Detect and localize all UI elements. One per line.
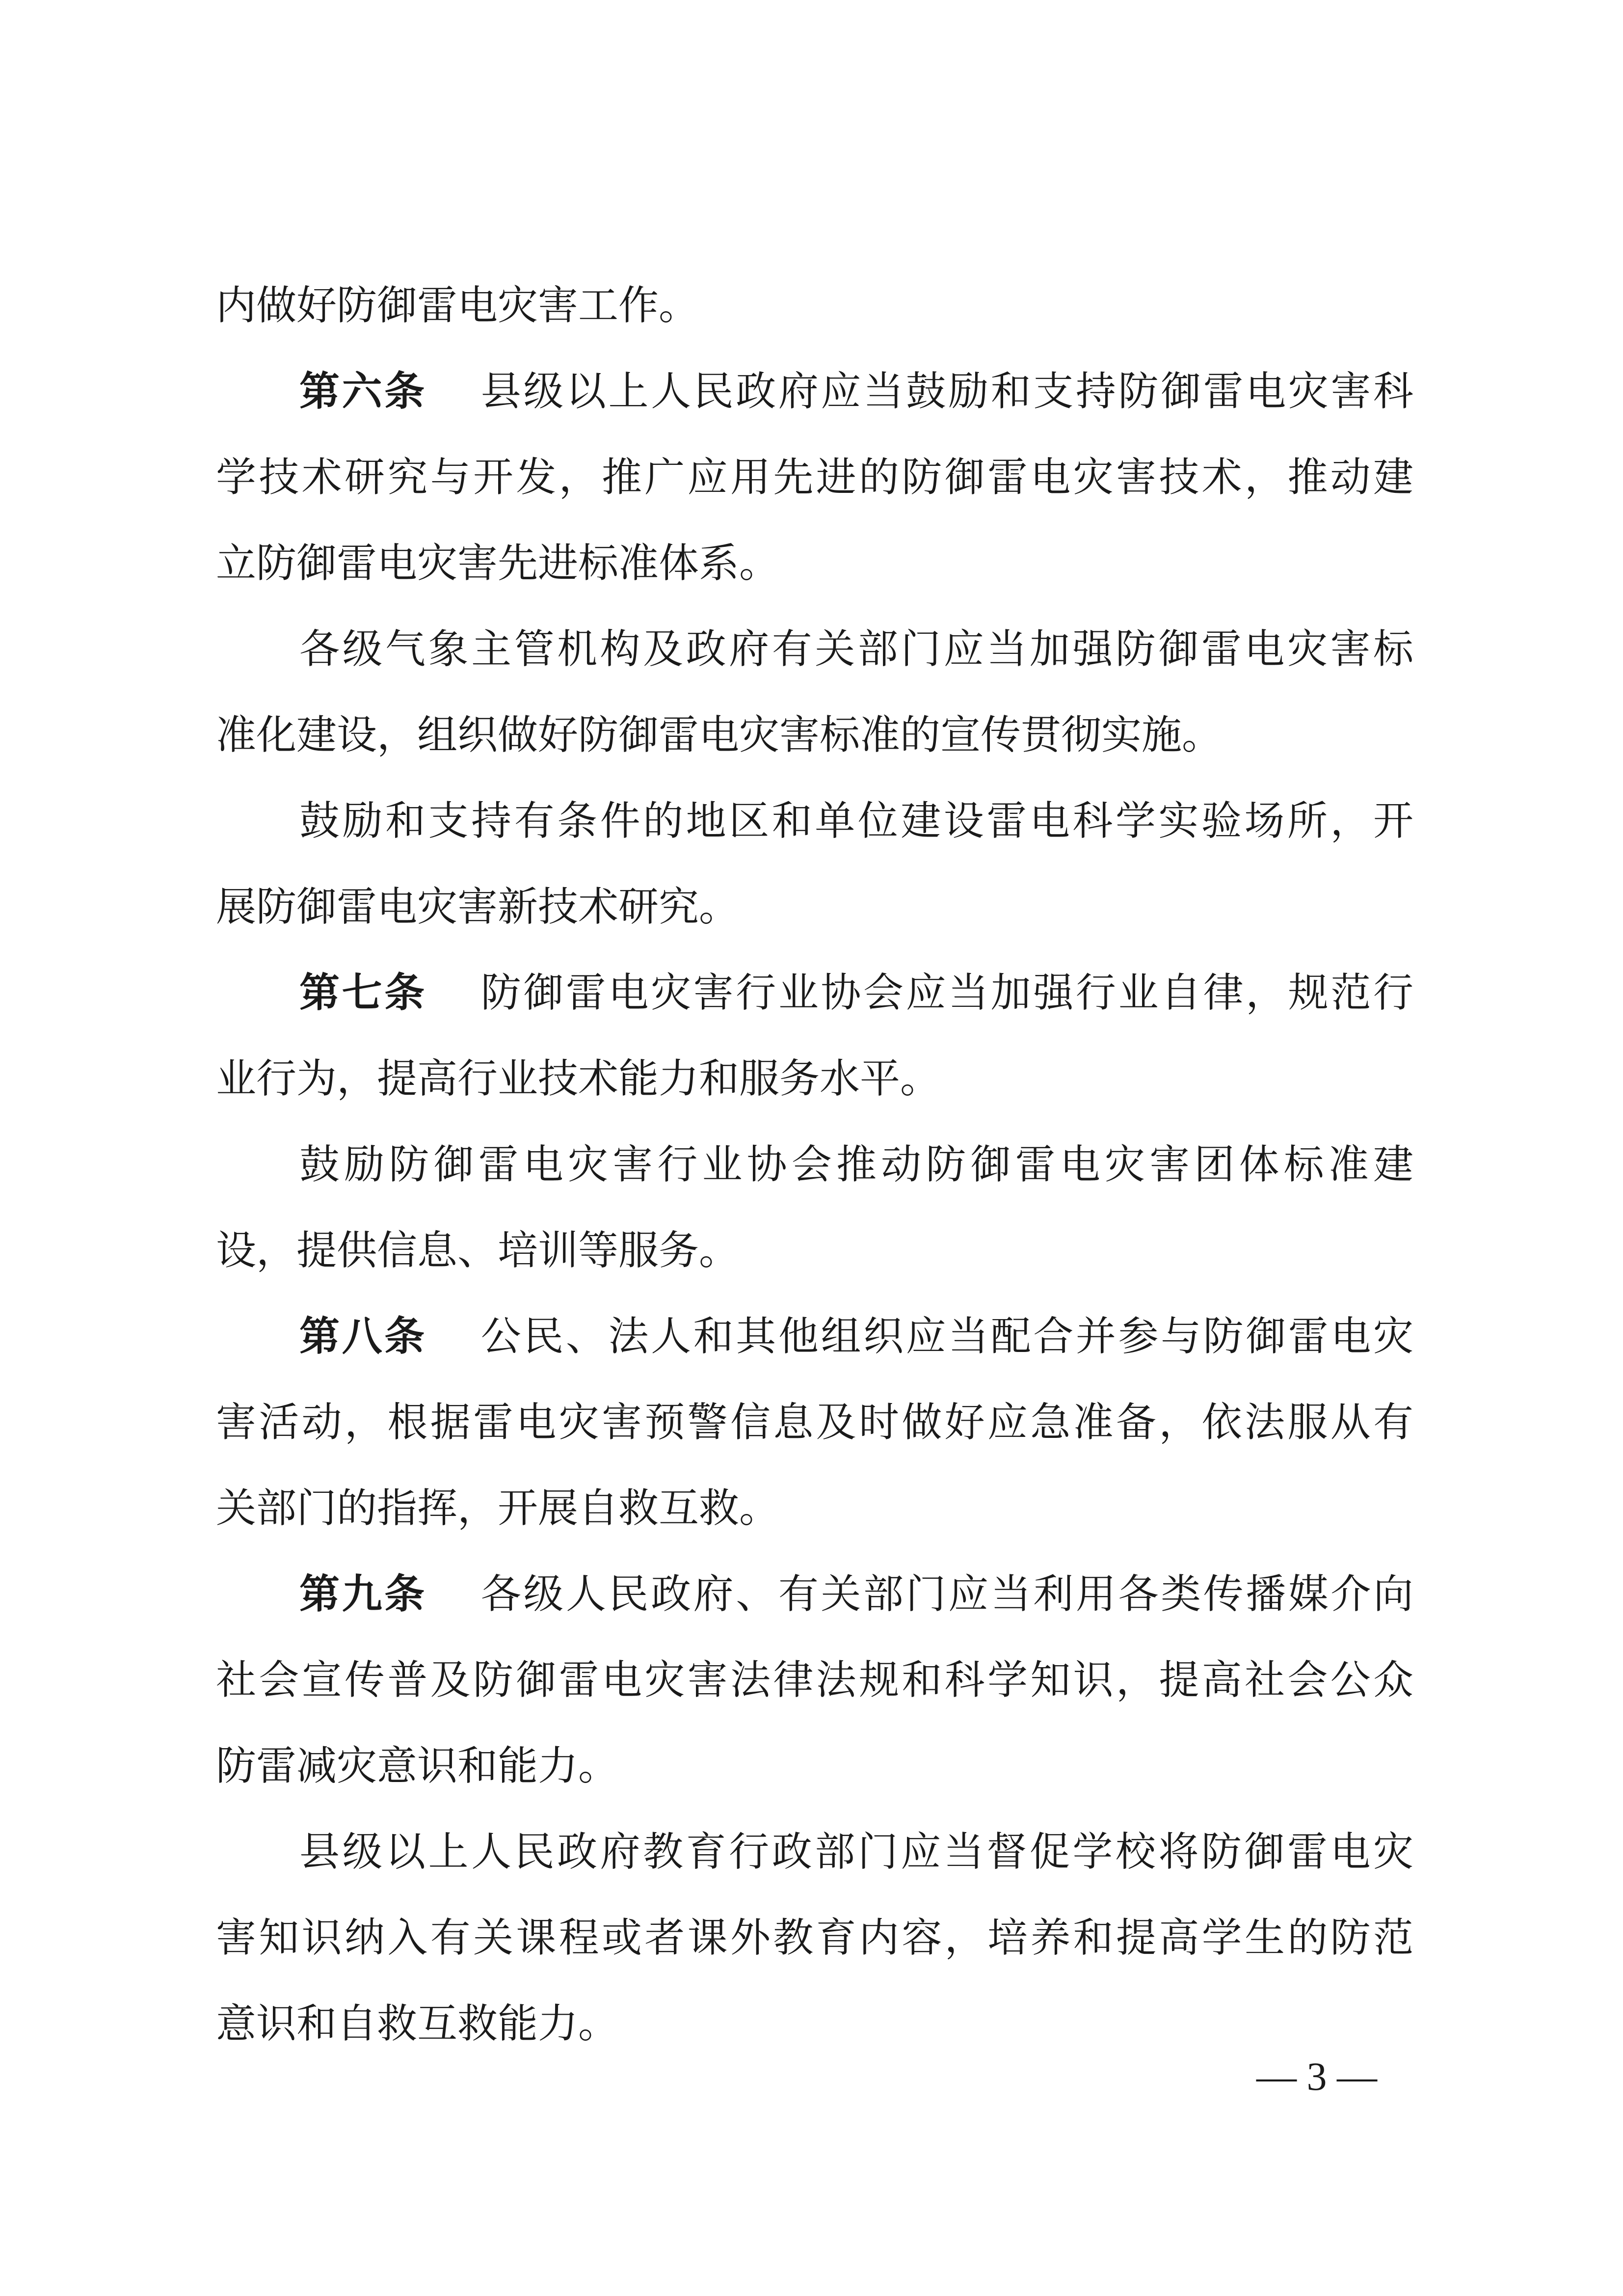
paragraph-line: 内做好防御雷电灾害工作。 [216,282,699,329]
paragraph-line: 害活动，根据雷电灾害预警信息及时做好应急准备，依法服从有 [216,1399,1413,1446]
paragraph-line: 业行为，提高行业技术能力和服务水平。 [216,1055,941,1102]
article-6-label: 第六条 [299,368,427,415]
article-7-line-1: 第七条 防御雷电灾害行业协会应当加强行业自律，规范行 [299,970,1413,1016]
paragraph-line: 关部门的指挥，开展自救互救。 [216,1485,780,1532]
article-8-line-1: 第八条 公民、法人和其他组织应当配合并参与防御雷电灾 [299,1313,1413,1360]
paragraph-line: 县级以上人民政府教育行政部门应当督促学校将防御雷电灾 [299,1829,1413,1875]
paragraph-line: 防雷减灾意识和能力。 [216,1743,619,1789]
paragraph-line: 社会宣传普及防御雷电灾害法律法规和科学知识，提高社会公众 [216,1657,1413,1703]
article-8-label: 第八条 [299,1313,427,1360]
article-9-label: 第九条 [299,1571,427,1618]
paragraph-line: 准化建设，组织做好防御雷电灾害标准的宣传贯彻实施。 [216,712,1223,758]
paragraph-line: 立防御雷电灾害先进标准体系。 [216,540,780,587]
paragraph-line: 展防御雷电灾害新技术研究。 [216,884,740,930]
paragraph-line: 学技术研究与开发，推广应用先进的防御雷电灾害技术，推动建 [216,454,1413,501]
paragraph-line: 意识和自救互救能力。 [216,2000,619,2047]
page-number: — 3 — [1256,2054,1377,2099]
paragraph-line: 鼓励防御雷电灾害行业协会推动防御雷电灾害团体标准建 [299,1141,1413,1188]
article-6-line-1: 第六条 县级以上人民政府应当鼓励和支持防御雷电灾害科 [299,368,1413,415]
paragraph-line: 各级气象主管机构及政府有关部门应当加强防御雷电灾害标 [299,626,1413,673]
paragraph-line: 鼓励和支持有条件的地区和单位建设雷电科学实验场所，开 [299,798,1413,844]
paragraph-line: 设，提供信息、培训等服务。 [216,1227,740,1274]
paragraph-line: 害知识纳入有关课程或者课外教育内容，培养和提高学生的防范 [216,1915,1413,1961]
article-7-label: 第七条 [299,970,427,1016]
article-9-line-1: 第九条 各级人民政府、有关部门应当利用各类传播媒介向 [299,1571,1413,1618]
